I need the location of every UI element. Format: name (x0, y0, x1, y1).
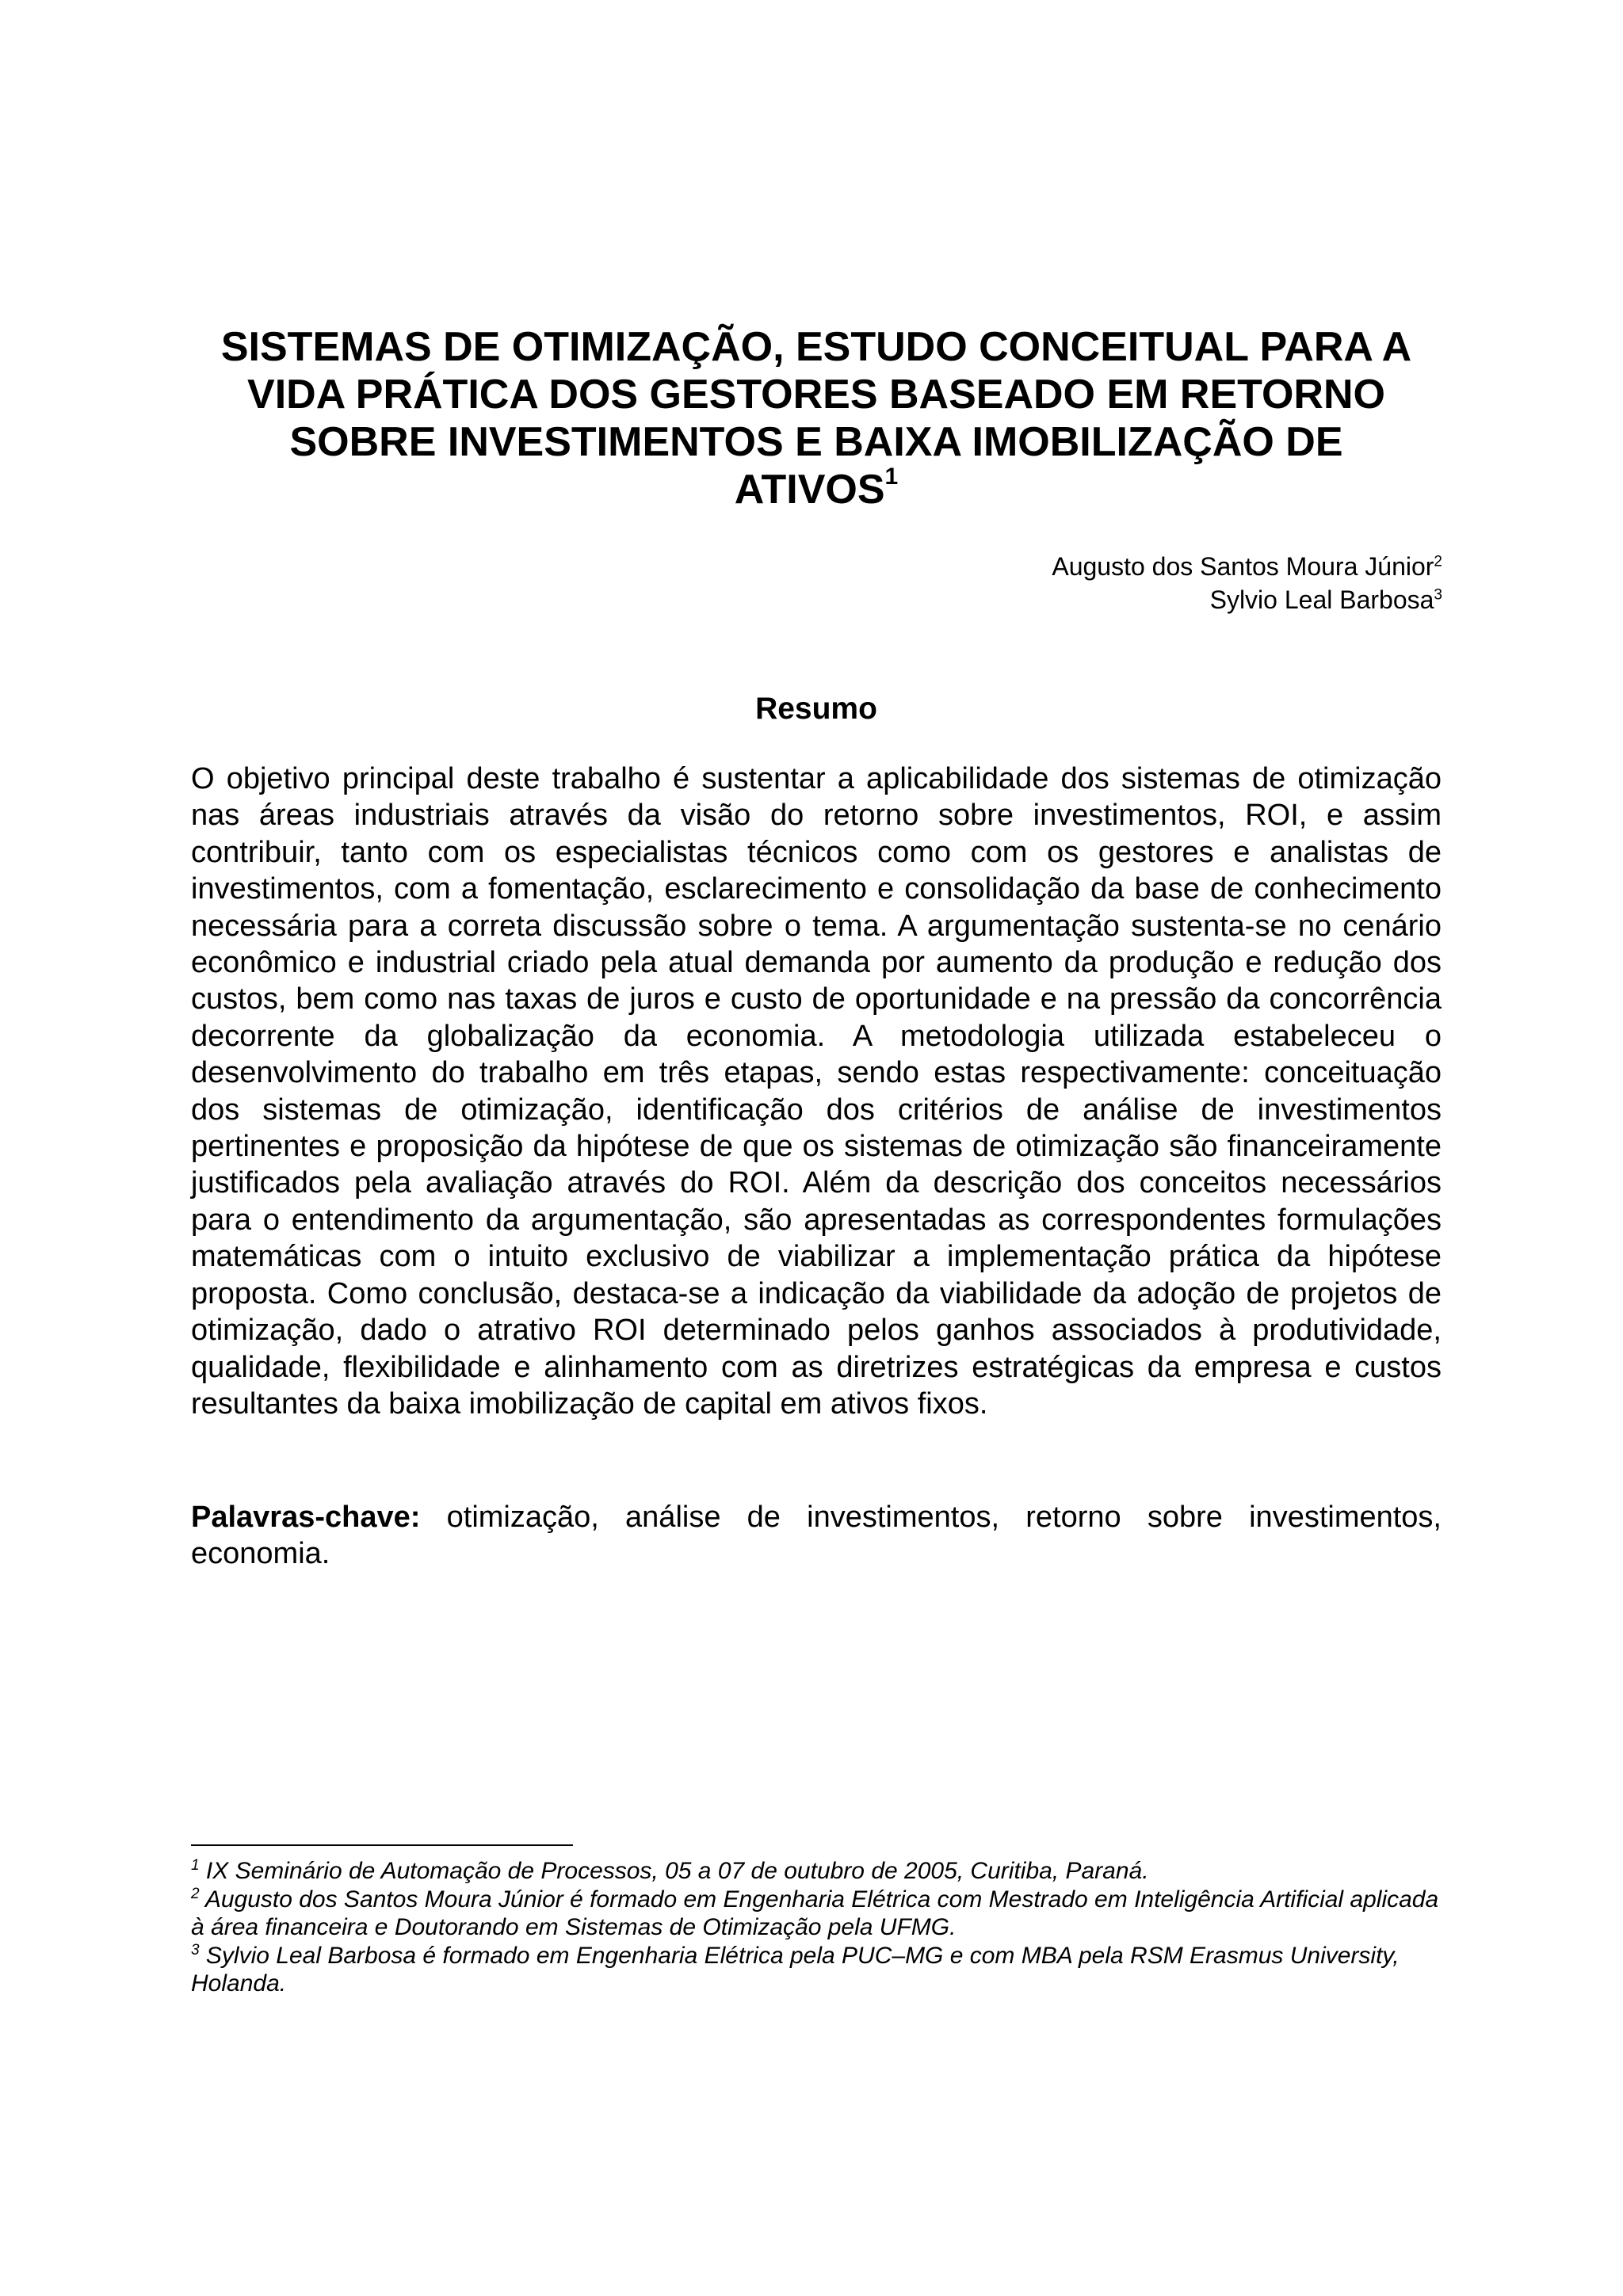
title-footnote-mark: 1 (884, 463, 899, 490)
footnote-1-mark: 1 (191, 1857, 200, 1874)
author-2-name: Sylvio Leal Barbosa (1209, 585, 1434, 614)
footnote-separator (191, 1844, 573, 1846)
footnote-1-text: IX Seminário de Automação de Processos, 05 a 07 de outubro de 2005, Curitiba, Paraná. (205, 1858, 1149, 1884)
keywords-text: otimização, análise de investimentos, retorno sobre investimentos, economia. (191, 1501, 1442, 1571)
keywords-label: Palavras-chave: (191, 1501, 421, 1534)
footnote-3-mark: 3 (191, 1941, 200, 1958)
footnote-2-text: Augusto dos Santos Moura Júnior é formado em Engenharia Elétrica com Mestrado em Inteligência Artificial aplicada à área financeira e Doutorando em Sistemas de Otimização pela UFMG. (191, 1886, 1439, 1940)
title-line-2: VIDA PRÁTICA DOS GESTORES BASEADO EM RETORNO (247, 372, 1385, 418)
author-2 (1052, 583, 1442, 616)
author-1-name: Augusto dos Santos Moura Júnior (1052, 552, 1434, 581)
title-line-3: SOBRE INVESTIMENTOS E BAIXA IMOBILIZAÇÃO DE (289, 419, 1343, 465)
title-line-4 (190, 463, 1442, 513)
paper-title (190, 323, 1442, 513)
footnote-3-text: Sylvio Leal Barbosa é formado em Engenharia Elétrica pela PUC–MG e com MBA pela RSM Erasmus University, Holanda. (191, 1942, 1400, 1997)
title-line-4-text: ATIVOS (734, 467, 885, 513)
footnote-2-mark: 2 (191, 1885, 200, 1902)
author-2-footnote-mark: 3 (1434, 586, 1442, 604)
footnote-3 (191, 1942, 1443, 1998)
abstract-heading: Resumo (755, 692, 877, 726)
footnotes (191, 1857, 1443, 1998)
abstract-text: O objetivo principal deste trabalho é sustentar a aplicabilidade dos sistemas de otimização nas áreas industriais através da visão do retorno sobre investimentos, ROI, e assim contribuir, tanto com os especialistas técnicos como com os gestores e analistas de investimentos, com a fomentação, esclarecimento e consolidação da base de conhecimento necessária para a correta discussão sobre o tema. A argumentação sustenta-se no cenário econômico e industrial criado pela atual demanda por aumento da produção e redução dos custos, bem como nas taxas de juros e custo de oportunidade e na pressão da concorrência decorrente da globalização da economia. A metodologia utilizada estabeleceu o desenvolvimento do trabalho em três etapas, sendo estas respectivamente: conceituação dos sistemas de otimização, identificação dos critérios de análise de investimentos pertinentes e proposição da hipótese de que os sistemas de otimização são financeiramente justificados pela avaliação através do ROI. Além da descrição dos conceitos necessários para o entendimento da argumentação, são apresentadas as correspondentes formulações matemáticas com o intuito exclusivo de viabilizar a implementação prática da hipótese proposta. Como conclusão, destaca-se a indicação da viabilidade da adoção de projetos de otimização, dado o atrativo ROI determinado pelos ganhos associados à produtividade, qualidade, flexibilidade e alinhamento com as diretrizes estratégicas da empresa e custos resultantes da baixa imobilização de capital em ativos fixos. (191, 762, 1442, 1421)
footnote-2 (191, 1886, 1443, 1942)
title-line-1: SISTEMAS DE OTIMIZAÇÃO, ESTUDO CONCEITUAL PARA A (220, 324, 1412, 370)
footnote-1 (191, 1857, 1443, 1886)
keywords-paragraph (191, 1499, 1442, 1573)
author-list (1052, 550, 1442, 616)
author-1 (1052, 550, 1442, 583)
author-1-footnote-mark: 2 (1434, 553, 1442, 570)
